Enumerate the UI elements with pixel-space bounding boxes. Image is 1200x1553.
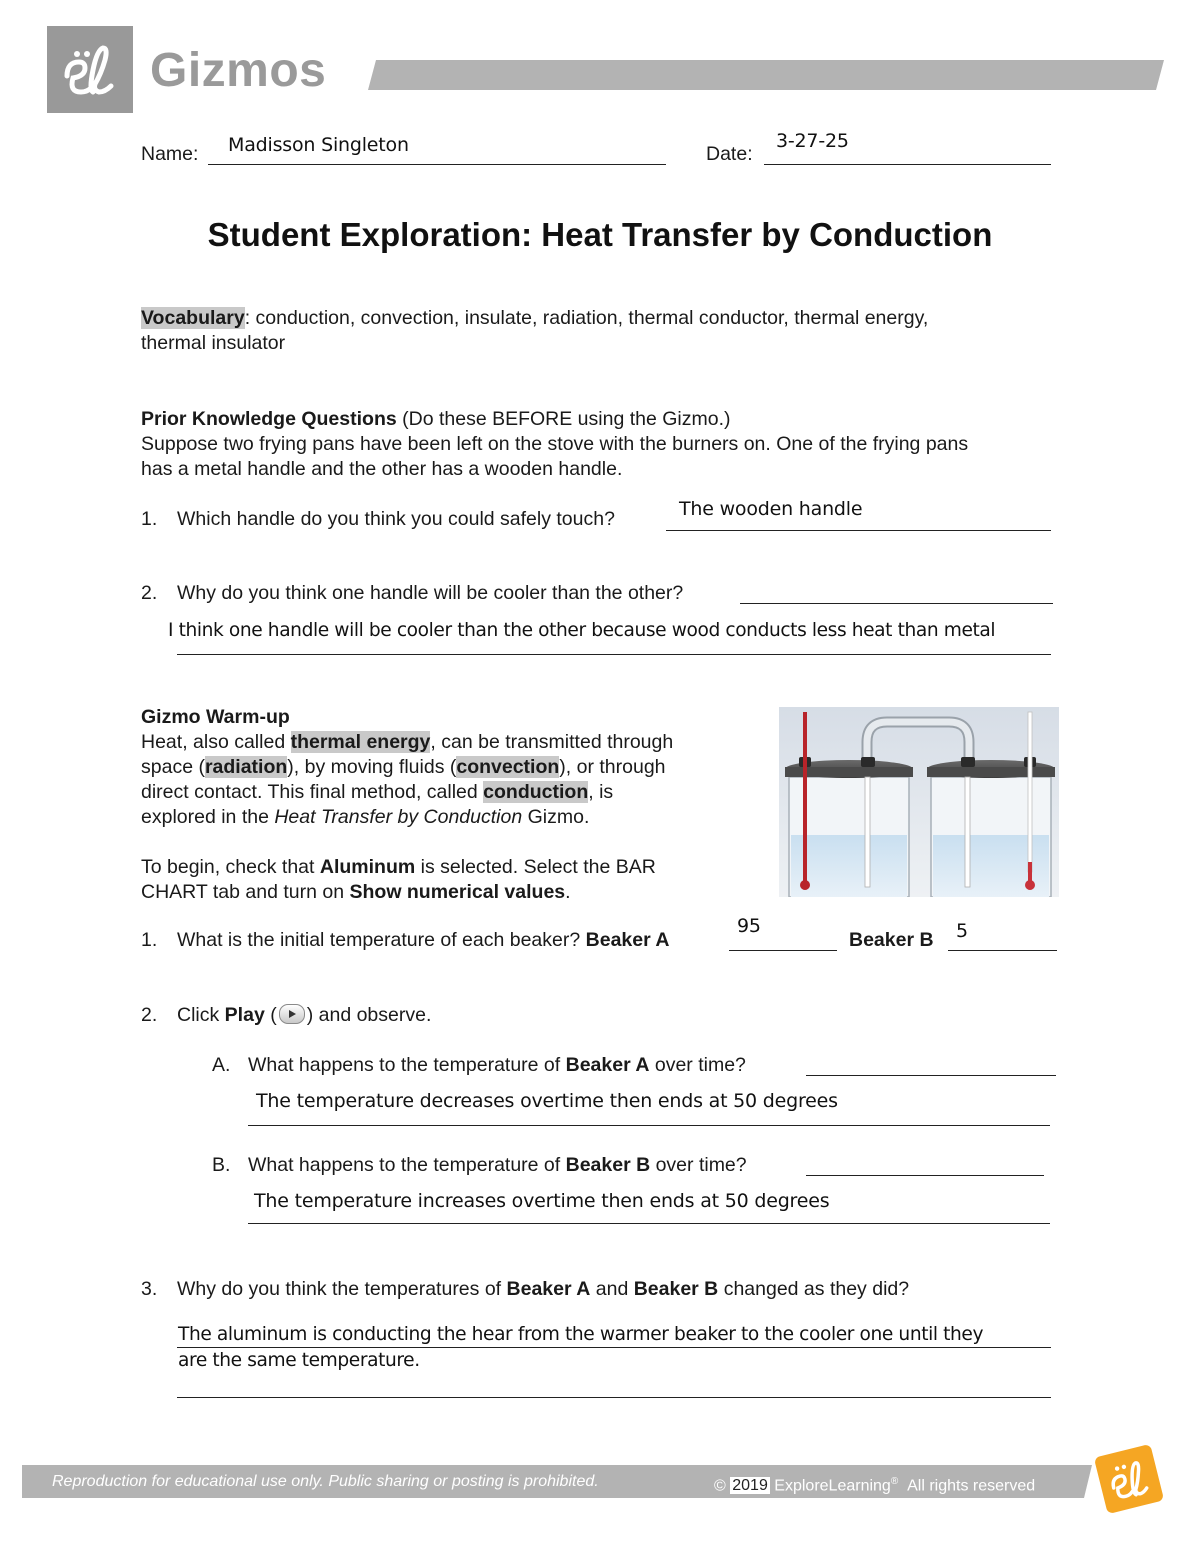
prior-intro-2: has a metal handle and the other has a wooden handle.	[141, 458, 623, 480]
footer-notice: Reproduction for educational use only. Public sharing or posting is prohibited.	[52, 1473, 599, 1490]
name-label: Name:	[141, 143, 199, 165]
warmup-qA-text: What happens to the temperature of Beaker A over time?	[248, 1054, 746, 1076]
warmup-qB-text: What happens to the temperature of Beaker B over time?	[248, 1154, 747, 1176]
warmup-heading: Gizmo Warm-up	[141, 706, 290, 728]
vocabulary-line-1: Vocabulary: conduction, convection, insulate, radiation, thermal conductor, thermal energy,	[141, 307, 929, 329]
vocabulary-label: Vocabulary	[141, 307, 245, 329]
prior-q1-answer[interactable]: The wooden handle	[679, 498, 863, 520]
page-title: Student Exploration: Heat Transfer by Conduction	[207, 216, 993, 253]
copyright-year: 2019	[732, 1477, 768, 1495]
header-bar	[368, 60, 1164, 90]
warmup-qA-line	[806, 1075, 1056, 1076]
prior-q2-answer-line	[177, 654, 1051, 655]
vocabulary-line-2: thermal insulator	[141, 332, 286, 354]
warmup-q3-answer-1[interactable]: The aluminum is conducting the hear from the warmer beaker to the cooler one until they	[178, 1324, 984, 1345]
name-field[interactable]: Madisson Singleton	[228, 134, 409, 156]
date-field[interactable]: 3-27-25	[776, 130, 849, 152]
warmup-p4: explored in the Heat Transfer by Conduction Gizmo.	[141, 806, 590, 828]
warmup-p6: CHART tab and turn on Show numerical values.	[141, 881, 571, 903]
prior-q2-text: Why do you think one handle will be cooler than the other?	[177, 582, 684, 604]
play-button-icon	[279, 1004, 305, 1024]
date-line	[764, 164, 1051, 165]
explorelearning-badge-icon	[1088, 1438, 1170, 1520]
brand-name: Gizmos	[150, 44, 327, 97]
warmup-q3-answer-line-1	[177, 1347, 1051, 1348]
prior-q1-text: Which handle do you think you could safely touch?	[177, 508, 615, 530]
warmup-q2-number: 2.	[141, 1004, 158, 1026]
warmup-q3-answer-line-2	[177, 1397, 1051, 1398]
warmup-q3-number: 3.	[141, 1278, 158, 1300]
footer-copyright: © 2019 ExploreLearning® All rights reserved	[714, 1476, 1036, 1495]
warmup-q1-text: What is the initial temperature of each beaker? Beaker A	[177, 929, 670, 951]
warmup-q3-answer-2[interactable]: are the same temperature.	[178, 1350, 420, 1371]
beaker-b-answer[interactable]: 5	[956, 920, 968, 942]
prior-q2-line	[740, 603, 1053, 604]
warmup-p2: space (radiation), by moving fluids (convection), or through	[141, 756, 666, 778]
prior-q1-number: 1.	[141, 508, 158, 530]
warmup-qB-answer[interactable]: The temperature increases overtime then ends at 50 degrees	[254, 1190, 830, 1212]
warmup-qB-answer-line	[248, 1223, 1050, 1224]
warmup-q3-text: Why do you think the temperatures of Beaker A and Beaker B changed as they did?	[177, 1278, 910, 1300]
warmup-q1-number: 1.	[141, 929, 158, 951]
beakers-illustration	[779, 707, 1059, 897]
warmup-qB-letter: B.	[212, 1154, 231, 1176]
beaker-a-line	[729, 950, 837, 951]
warmup-p1: Heat, also called thermal energy, can be transmitted through	[141, 731, 674, 753]
prior-heading: Prior Knowledge Questions (Do these BEFORE using the Gizmo.)	[141, 408, 731, 430]
name-line	[208, 164, 666, 165]
beaker-b-line	[948, 950, 1057, 951]
date-label: Date:	[706, 143, 753, 165]
warmup-qA-answer[interactable]: The temperature decreases overtime then ends at 50 degrees	[256, 1090, 838, 1112]
warmup-q2-text: Click Play ( ) and observe.	[177, 1004, 432, 1026]
prior-q2-answer[interactable]: I think one handle will be cooler than the other because wood conducts less heat than metal	[168, 620, 996, 641]
beaker-b-label: Beaker B	[849, 929, 934, 951]
warmup-p3: direct contact. This final method, called conduction, is	[141, 781, 614, 803]
el-logo-icon	[47, 26, 133, 113]
gizmos-logo	[47, 26, 133, 113]
warmup-qA-answer-line	[248, 1125, 1050, 1126]
beaker-a-answer[interactable]: 95	[737, 915, 761, 937]
warmup-qA-letter: A.	[212, 1054, 231, 1076]
prior-intro-1: Suppose two frying pans have been left on the stove with the burners on. One of the frying pans	[141, 433, 969, 455]
prior-q2-number: 2.	[141, 582, 158, 604]
warmup-qB-line	[806, 1175, 1044, 1176]
prior-q1-line	[666, 530, 1051, 531]
warmup-p5: To begin, check that Aluminum is selected. Select the BAR	[141, 856, 656, 878]
